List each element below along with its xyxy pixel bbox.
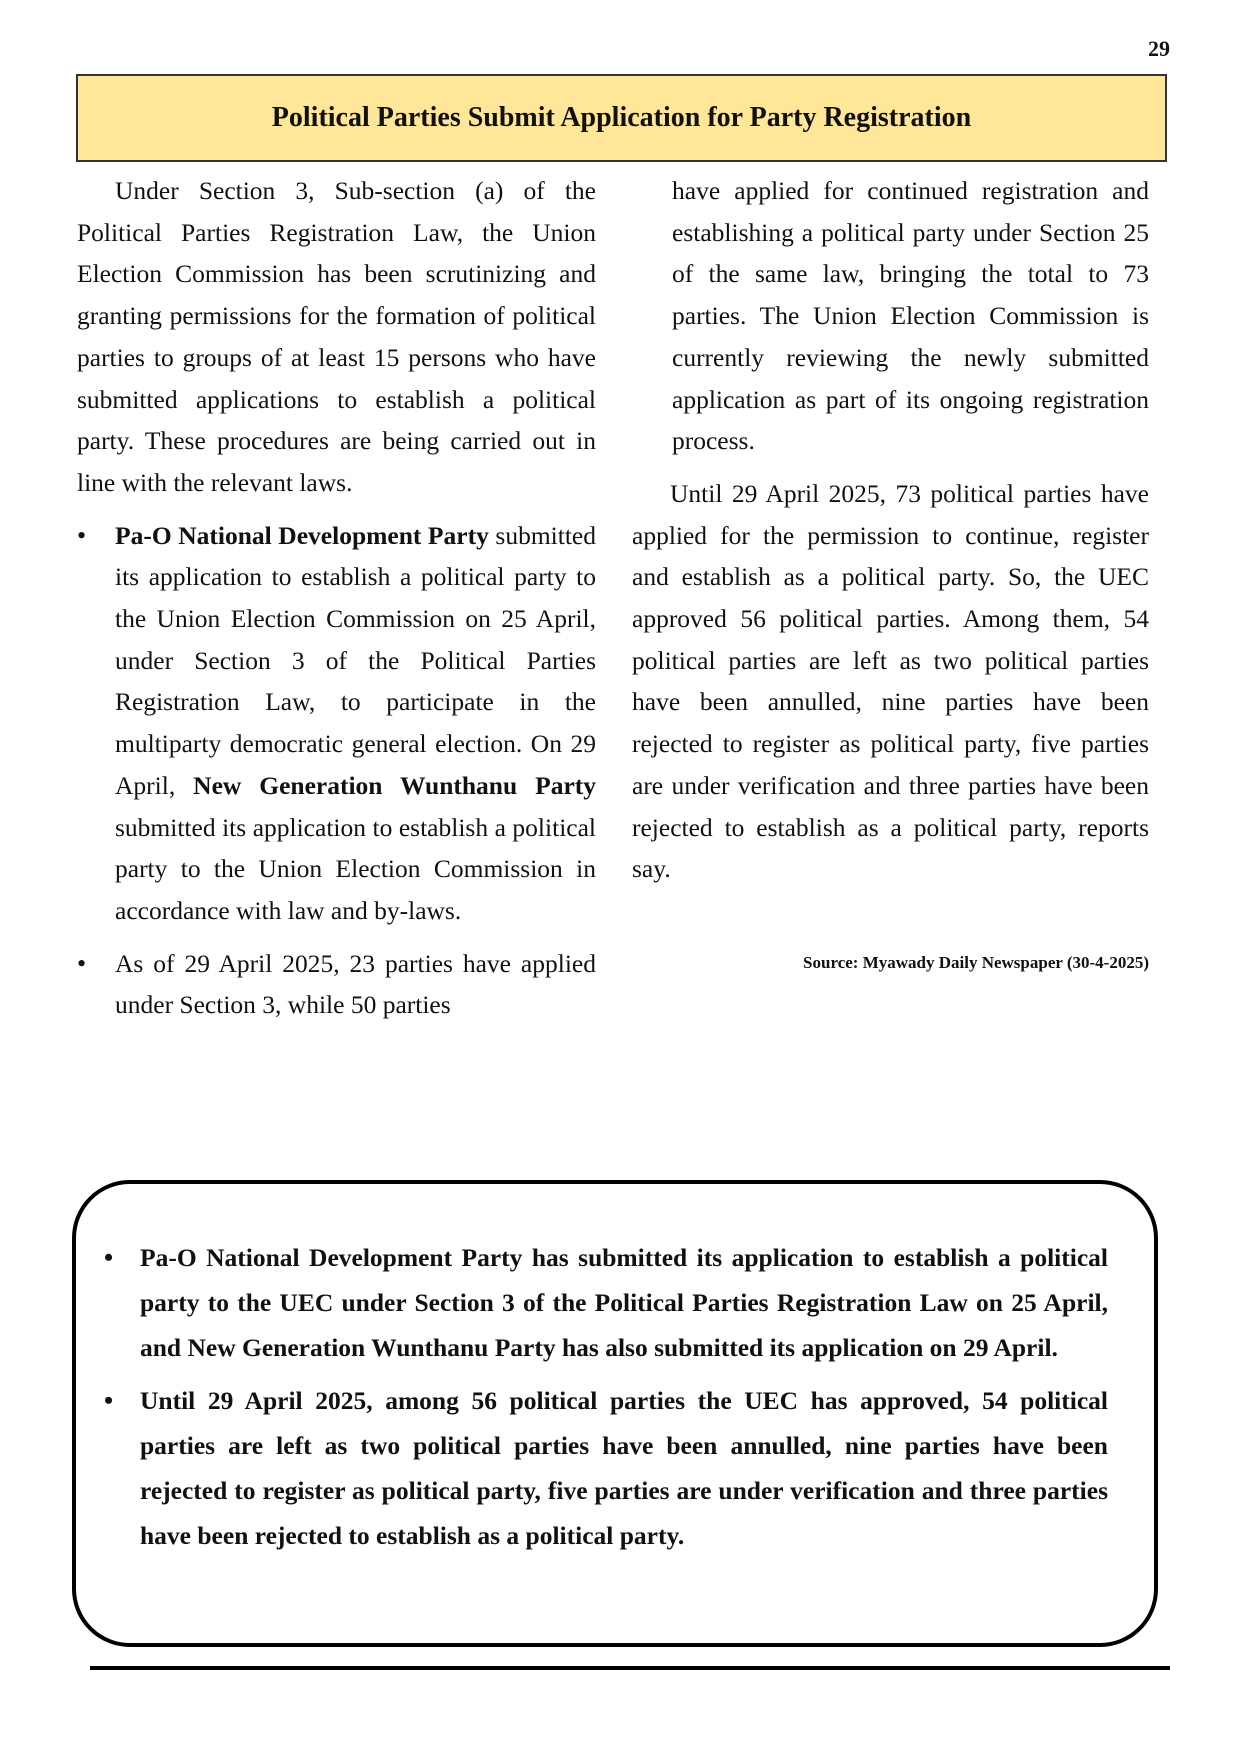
bullet-text-part1: submitted its application to establish a political party to the Union Election Commission on 25 April, under Section 3 of the Political Parties Registration Law, to participate in the multiparty democratic general election. On 29 April,	[115, 520, 596, 800]
summary-item: • Until 29 April 2025, among 56 political parties the UEC has approved, 54 political parties are left as two political parties have been annulled, nine parties have been rejected to register as political party, five parties are under verification and three parties have been rejected to establish as a political party.	[104, 1378, 1108, 1558]
status-paragraph: Until 29 April 2025, 73 political parties have applied for the permission to continue, register and establish as a political party. So, the UEC approved 56 political parties. Among them, 54 political parties are left as two political parties have been annulled, nine parties have been rejected to register as political party, five parties are under verification and three parties have been rejected to establish as a political party, reports say.	[632, 478, 1149, 884]
source-citation: Source: Myawady Daily Newspaper (30-4-2025)	[803, 952, 1149, 972]
left-column	[77, 170, 596, 1037]
bullet-text-part2: submitted its application to establish a political party to the Union Election Commission in accordance with law and by-laws.	[115, 812, 596, 925]
page-number: 29	[1148, 36, 1170, 61]
bullet-list	[77, 515, 596, 1026]
party-name-new-generation: New Generation Wunthanu Party	[193, 770, 596, 800]
summary-item: • Pa-O National Development Party has submitted its application to establish a political party to the UEC under Section 3 of the Political Parties Registration Law on 25 April, and New Generation Wunthanu Party has also submitted its application on 29 April.	[104, 1235, 1108, 1370]
bullet-text-totals-start: As of 29 April 2025, 23 parties have applied under Section 3, while 50 parties	[115, 948, 596, 1020]
party-name-pa-o: Pa-O National Development Party	[115, 520, 489, 550]
title-banner	[76, 74, 1167, 162]
bottom-rule	[90, 1666, 1170, 1670]
article-title: Political Parties Submit Application for Party Registration	[271, 102, 972, 133]
bullet-item-pa-o	[77, 515, 596, 932]
summary-list	[104, 1235, 1108, 1566]
intro-paragraph: Under Section 3, Sub-section (a) of the Political Parties Registration Law, the Union Election Commission has been scrutinizing and granting permissions for the formation of political parties to groups of at least 15 persons who have submitted applications to establish a political party. These procedures are being carried out in line with the relevant laws.	[77, 176, 596, 497]
bullet-continuation: have applied for continued registration and establishing a political party under Section 25 of the same law, bringing the total to 73 parties. The Union Election Commission is currently reviewing the newly submitted application as part of its ongoing registration process.	[672, 176, 1149, 456]
summary-box	[72, 1180, 1158, 1647]
right-column	[632, 170, 1149, 974]
bullet-item-totals	[77, 943, 596, 1026]
